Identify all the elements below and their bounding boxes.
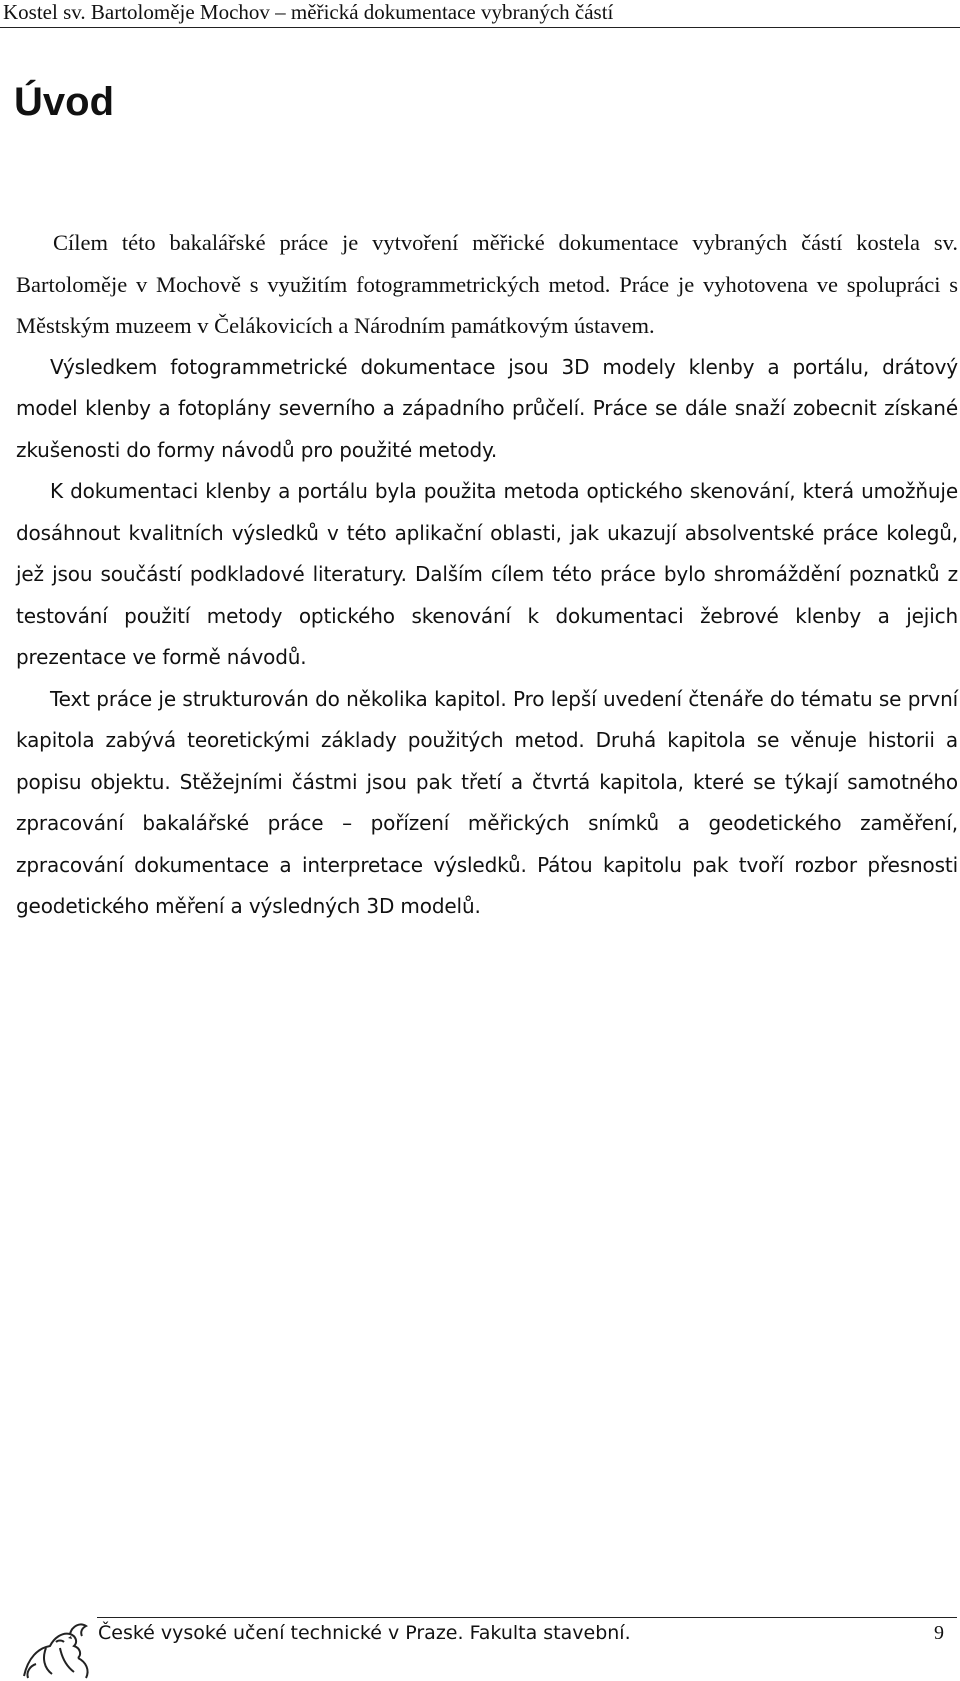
paragraph-methods: K dokumentaci klenby a portálu byla použita metoda optického skenování, která umožňuje dosáhnout kvalitních výsledků v této aplikační oblasti, jak ukazují absolventské práce kolegů, jež jsou součástí podkladové literatury. Dalším cílem této práce bylo shromáždění poznatků z testování použití metody optického skenování k dokumentaci žebrové klenby a jejich prezentace ve formě návodů. <box>16 479 958 669</box>
body-text <box>16 222 958 928</box>
running-header: Kostel sv. Bartoloměje Mochov – měřická dokumentace vybraných částí <box>0 0 960 28</box>
paragraph-results: Výsledkem fotogrammetrické dokumentace jsou 3D modely klenby a portálu, drátový model klenby a fotoplány severního a západního průčelí. Práce se dále snaží zobecnit získané zkušenosti do formy návodů pro použité metody. <box>16 354 958 462</box>
page-number: 9 <box>934 1622 944 1644</box>
chapter-title: Úvod <box>14 80 114 124</box>
paragraph-structure: Text práce je strukturován do několika kapitol. Pro lepší uvedení čtenáře do tématu se první kapitola zabývá teoretickými základy použitých metod. Druhá kapitola se věnuje historii a popisu objektu. Stěžejními částmi jsou pak třetí a čtvrtá kapitola, které se týkají samotného zpracování bakalářské práce – pořízení měřických snímků a geodetického zaměření, zpracování dokumentace a interpretace výsledků. Pátou kapitolu pak tvoří rozbor přesnosti geodetického měření a výsledných 3D modelů. <box>16 686 958 918</box>
ctu-lion-logo-icon <box>16 1618 96 1680</box>
page-footer <box>0 1618 960 1670</box>
footer-institution: České vysoké učení technické v Praze. Fakulta stavební. <box>98 1622 631 1644</box>
paragraph-aim: Cílem této bakalářské práce je vytvoření měřické dokumentace vybraných částí kostela sv. Bartoloměje v Mochově s využitím fotogrammetrických metod. Práce je vyhotovena ve spolupráci s Městským muzeem v Čelákovicích a Národním památkovým ústavem. <box>16 230 958 338</box>
